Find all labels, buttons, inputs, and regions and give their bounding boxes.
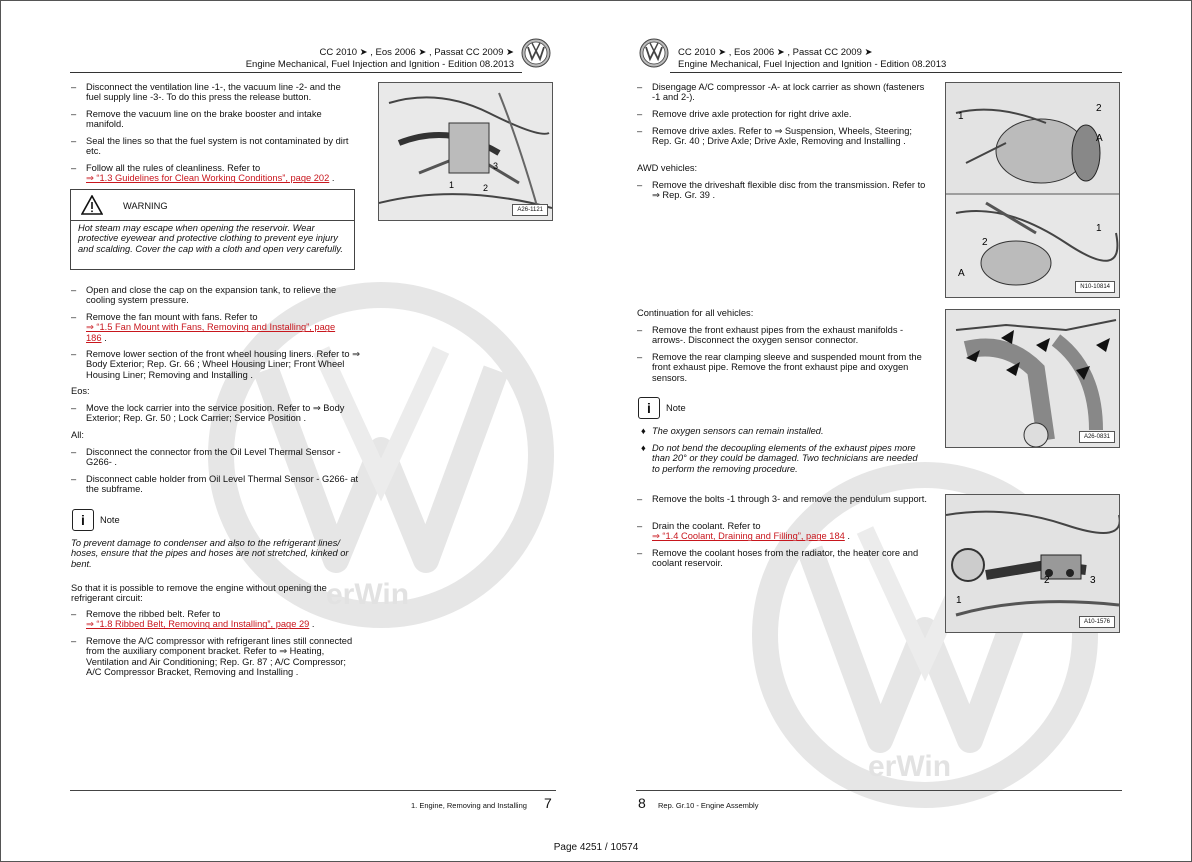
svg-text:2: 2 (483, 183, 489, 193)
footer-section: 1. Engine, Removing and Installing (411, 801, 527, 810)
note-label: Note (100, 515, 120, 525)
fig-label: 1 (956, 595, 962, 606)
fig-label: 1 (1096, 223, 1102, 234)
figure-fuel-lines (378, 82, 553, 221)
page-number: 8 (638, 795, 646, 811)
fig-label: 2 (982, 237, 988, 248)
warning-rule (71, 220, 354, 221)
circuit-text: So that it is possible to remove the engine without opening the refrigerant circuit: (71, 583, 327, 604)
figure-ac-compressor (945, 82, 1120, 298)
fig-label: 2 (1044, 575, 1050, 586)
watermark-brand-right: erWin (868, 750, 952, 783)
fig-label: 2 (1096, 103, 1102, 114)
eos-label: Eos: (71, 386, 90, 396)
figure-tag: A10-1576 (1079, 616, 1115, 628)
link-coolant[interactable]: ⇒ “1.4 Coolant, Draining and Filling”, page 184 (652, 531, 845, 542)
link-ribbed-belt[interactable]: ⇒ “1.8 Ribbed Belt, Removing and Installing”, page 29 (86, 619, 310, 630)
svg-text:1: 1 (449, 180, 455, 190)
engine-illustration (379, 83, 552, 220)
note-label: Note (666, 403, 686, 413)
figure-tag: N10-10814 (1075, 281, 1115, 293)
page-indicator: Page 4251 / 10574 (553, 842, 639, 853)
continuation-label: Continuation for all vehicles: (637, 308, 754, 318)
footer-rule (636, 790, 1122, 791)
fig-label: A (958, 268, 965, 279)
vw-logo-icon (639, 38, 669, 68)
warning-title: WARNING (123, 201, 168, 211)
right-page: CC 2010 ➤ , Eos 2006 ➤ , Passat CC 2009 ➤ Engine Mechanical, Fuel Injection and Ignition - Edition 08.2013 – Disengage A/C compressor -A- at lock carrier as shown (fasteners -1 and 2-). – Remove drive axle protection for right drive axle. – Remove drive axles. Refer to ⇒ Suspension, Wheels, Steering; Rep. Gr. 40 ; Drive Axle; Drive Axle, Removing and Installing . AWD vehicles: – Remove the driveshaft flexible disc from the transmission. Refer to ⇒ Rep. Gr. 39 . 1 2 A 2 1 A N10-10814 Continuation for all vehicles: – Remove the front exhaust pipes from the exhaust manifolds -arrows-. Disconnect the oxygen sensor connector. – Remove the rear clamping sleeve and suspended mount from the front exhaust pipe. Remove the front exhaust pipe and oxygen sensors. A26-0831 i Note ♦ The oxygen sensors can remain installed. ♦ Do not bend the decoupling elements of the exhaust pipes more than 20° or they could be damaged. Two technicians are needed to perform the removing procedure. – Remove the bolts -1 through 3- and remove the pendulum support. – Drain the coolant. Refer to ⇒ “1.4 Coolant, Draining and Filling”, page 184 . – Remove the coolant hoses from the radiator, the heater core and coolant reservoir. 1 2 3 A10-1576 8 Rep. Gr.10 - Engine Assembly (636, 0, 1122, 825)
exhaust-illustration (946, 310, 1119, 447)
figure-tag: A26-1121 (512, 204, 548, 216)
footer-section: Rep. Gr.10 - Engine Assembly (658, 801, 759, 810)
left-page: CC 2010 ➤ , Eos 2006 ➤ , Passat CC 2009 ➤ Engine Mechanical, Fuel Injection and Ignition - Edition 08.2013 – Disconnect the ventilation line -1-, the vacuum line -2- and the fuel supply line -3-. To do this press the release button. – Remove the vacuum line on the brake booster and intake manifold. – Seal the lines so that the fuel system is not contaminated by dirt etc. – Follow all the rules of cleanliness. Refer to ⇒ “1.3 Guidelines for Clean Working Conditions”, page 202 . 1 2 3 A26-1121 WARNING Hot steam may escape when opening the reservoir. Wear protective eyewear and protective clothing to prevent eye injury and scalding. Cover the cap with a cloth and open very carefully. – Open and close the cap on the expansion tank, to relieve the cooling system pressure. – Remove the fan mount with fans. Refer to ⇒ “1.5 Fan Mount with Fans, Removing and Installing”, page 186 . – Remove lower section of the front wheel housing liners. Refer to ⇒ Body Exterior; Rep. Gr. 66 ; Wheel Housing Liner; Front Wheel Housing Liner; Removing and Installing . Eos: – Move the lock carrier into the service position. Refer to ⇒ Body Exterior; Rep. Gr. 50 ; Lock Carrier; Service Position . All: – Disconnect the connector from the Oil Level Thermal Sensor - G266- . – Disconnect cable holder from Oil Level Thermal Sensor - G266- at the subframe. i Note To prevent damage to condenser and also to the refrigerant lines/ hoses, ensure that the pipes and hoses are not stretched, kinked or bent. So that it is possible to remove the engine without opening the refrigerant circuit: – Remove the ribbed belt. Refer to ⇒ “1.8 Ribbed Belt, Removing and Installing”, page 29 . – Remove the A/C compressor with refrigerant lines still connected from the auxiliary component bracket. Refer to ⇒ Heating, Ventilation and Air Conditioning; Rep. Gr. 87 ; A/C Compressor; A/C Compressor Bracket, Removing and Installing . 1. Engine, Removing and Installing 7 (70, 0, 556, 825)
note-text: To prevent damage to condenser and also to the refrigerant lines/ hoses, ensure that the pipes and hoses are not stretched, kinked or bent. (71, 538, 349, 569)
header-models: CC 2010 ➤ , Eos 2006 ➤ , Passat CC 2009 ➤ (678, 47, 873, 58)
figure-tag: A26-0831 (1079, 431, 1115, 443)
info-note-icon: i (72, 509, 94, 531)
link-clean-working[interactable]: ⇒ “1.3 Guidelines for Clean Working Conditions”, page 202 (86, 173, 330, 184)
watermark-brand-left: erWin (326, 578, 410, 611)
page-number: 7 (544, 795, 552, 811)
warning-triangle-icon (81, 195, 103, 215)
figure-exhaust (945, 309, 1120, 448)
warning-box (70, 189, 355, 270)
vw-logo-icon (521, 38, 551, 68)
pendulum-illustration (946, 495, 1119, 632)
fig-label: 3 (1090, 575, 1096, 586)
header-models: CC 2010 ➤ , Eos 2006 ➤ , Passat CC 2009 ➤ (319, 47, 514, 58)
all-label: All: (71, 430, 84, 440)
footer-rule (70, 790, 556, 791)
header-title: Engine Mechanical, Fuel Injection and Ignition - Edition 08.2013 (678, 59, 947, 70)
figure-pendulum-support (945, 494, 1120, 633)
fig-label: 1 (958, 111, 964, 122)
svg-text:3: 3 (493, 161, 499, 171)
warning-text: Hot steam may escape when opening the reservoir. Wear protective eyewear and protective clothing to prevent eye injury and scalding. Cover the cap with a cloth and open very carefully. (78, 223, 343, 254)
ac-compressor-illustration (946, 83, 1119, 297)
fig-label: A (1096, 133, 1103, 144)
link-fan-mount[interactable]: ⇒ “1.5 Fan Mount with Fans, Removing and Installing”, page 186 (86, 322, 336, 343)
header-rule (70, 72, 522, 73)
awd-label: AWD vehicles: (637, 163, 698, 173)
header-rule (670, 72, 1122, 73)
header-title: Engine Mechanical, Fuel Injection and Ignition - Edition 08.2013 (245, 59, 514, 70)
info-note-icon: i (638, 397, 660, 419)
